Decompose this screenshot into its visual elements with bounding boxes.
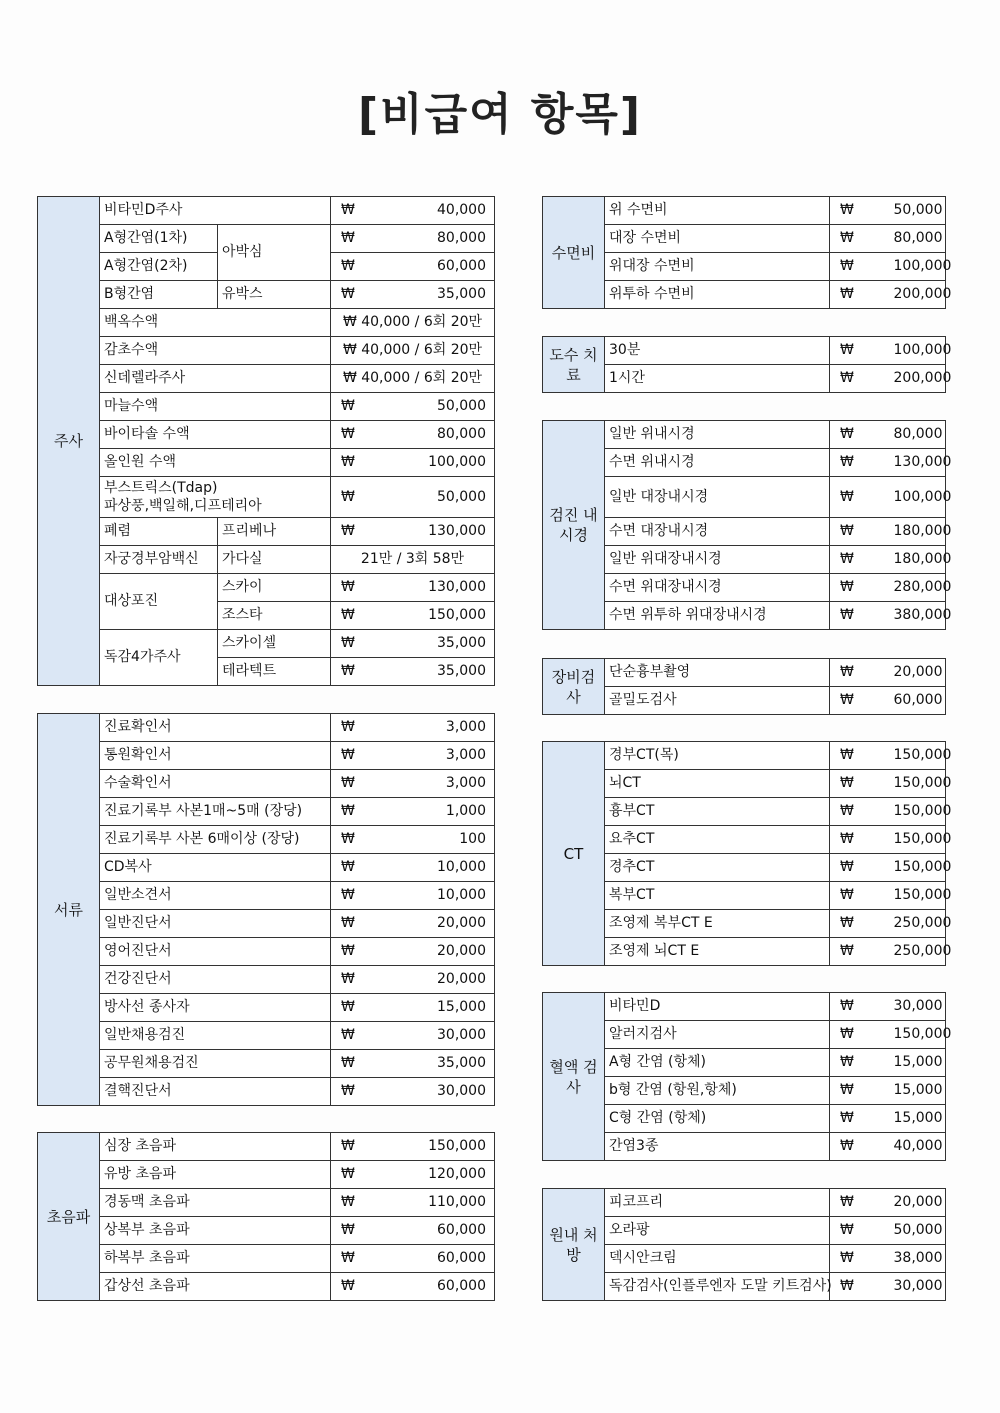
item-label: A형간염(1차) [100,225,218,253]
item-price: 50,000 [890,197,946,225]
item-brand: 스카이셀 [218,630,331,658]
currency-symbol: ₩ [331,742,391,770]
currency-symbol: ₩ [830,477,890,518]
page-title: [비급여 항목] [357,89,643,140]
item-label: 경동맥 초음파 [100,1189,331,1217]
item-label: 유방 초음파 [100,1161,331,1189]
item-price: 100,000 [890,337,946,365]
currency-symbol: ₩ [830,742,890,770]
item-label: 흉부CT [605,798,830,826]
endoscopy-table [542,420,952,630]
item-label-line: 파상풍,백일해,디프테리아 [104,498,262,514]
item-label: 복부CT [605,882,830,910]
currency-symbol: ₩ [331,966,391,994]
item-price: 280,000 [890,574,946,602]
item-price: 80,000 [391,225,495,253]
documents-table [37,713,495,1106]
item-price: 20,000 [391,966,495,994]
category-sedation: 수면비 [543,197,605,309]
item-label: 간염3종 [605,1133,830,1161]
item-label: 위대장 수면비 [605,253,830,281]
currency-symbol: ₩ [830,687,890,715]
item-label: 영어진단서 [100,938,331,966]
currency-symbol: ₩ [830,602,890,630]
item-price: 130,000 [391,574,495,602]
item-label: 독감검사(인플루엔자 도말 키트검사) [605,1273,830,1301]
item-brand: 가다실 [218,546,331,574]
item-label: A형 간염 (항체) [605,1049,830,1077]
currency-symbol: ₩ [830,225,890,253]
currency-symbol: ₩ [830,659,890,687]
item-price: 20,000 [391,910,495,938]
item-label: 조영제 뇌CT E [605,938,830,966]
item-price: 35,000 [391,281,495,309]
item-price: 21만 / 3회 58만 [331,546,495,574]
currency-symbol: ₩ [830,826,890,854]
currency-symbol: ₩ [331,798,391,826]
category-manual-therapy: 도수 치료 [543,337,605,393]
item-price: 100,000 [890,253,946,281]
item-price: 80,000 [890,225,946,253]
item-price: 80,000 [890,421,946,449]
currency-symbol: ₩ [830,449,890,477]
item-price: 150,000 [391,602,495,630]
item-label: 자궁경부암백신 [100,546,218,574]
item-label: 알러지검사 [605,1021,830,1049]
item-label: 경부CT(목) [605,742,830,770]
item-price: 60,000 [391,1273,495,1301]
item-brand: 아박심 [218,225,331,281]
currency-symbol: ₩ [331,826,391,854]
item-label: 뇌CT [605,770,830,798]
currency-symbol: ₩ [331,1273,391,1301]
category-endoscopy: 검진 내시경 [543,421,605,630]
item-price: 30,000 [890,1273,946,1301]
item-price: 200,000 [890,281,946,309]
item-label: 상복부 초음파 [100,1217,331,1245]
currency-symbol: ₩ [331,1022,391,1050]
item-price: 35,000 [391,658,495,686]
currency-symbol: ₩ [830,910,890,938]
item-price: 180,000 [890,546,946,574]
item-label: 심장 초음파 [100,1133,331,1161]
item-brand: 테라텍트 [218,658,331,686]
item-label: B형간염 [100,281,218,309]
item-label: 일반 대장내시경 [605,477,830,518]
category-documents: 서류 [38,714,100,1106]
currency-symbol: ₩ [830,1105,890,1133]
currency-symbol: ₩ [830,337,890,365]
item-label: 하복부 초음파 [100,1245,331,1273]
currency-symbol: ₩ [830,938,890,966]
currency-symbol: ₩ [331,225,391,253]
item-label [100,477,331,518]
item-label-line: 부스트릭스(Tdap) [104,480,218,496]
currency-symbol: ₩ [830,1217,890,1245]
item-brand: 프리베나 [218,518,331,546]
item-label: 진료확인서 [100,714,331,742]
prescription-table [542,1188,946,1301]
item-price: 60,000 [391,253,495,281]
currency-symbol: ₩ [331,421,391,449]
item-label: A형간염(2차) [100,253,218,281]
item-brand: 유박스 [218,281,331,309]
item-price: 120,000 [391,1161,495,1189]
currency-symbol: ₩ [830,1273,890,1301]
item-price: 15,000 [890,1105,946,1133]
item-label: 수면 대장내시경 [605,518,830,546]
item-price: 150,000 [890,742,946,770]
item-price: 3,000 [391,714,495,742]
item-price: ₩ 40,000 / 6회 20만 [331,337,495,365]
item-price: 250,000 [890,910,946,938]
item-price: 60,000 [391,1217,495,1245]
item-label: 결핵진단서 [100,1078,331,1106]
item-price: 100 [391,826,495,854]
item-label: 1시간 [605,365,830,393]
item-price: 60,000 [391,1245,495,1273]
item-price: 15,000 [890,1049,946,1077]
sedation-table [542,196,952,309]
item-price: 150,000 [890,798,946,826]
item-label: 요추CT [605,826,830,854]
item-label: 조영제 복부CT E [605,910,830,938]
currency-symbol: ₩ [830,253,890,281]
currency-symbol: ₩ [830,993,890,1021]
category-ct: CT [543,742,605,966]
currency-symbol: ₩ [331,1078,391,1106]
currency-symbol: ₩ [830,770,890,798]
item-price: 150,000 [391,1133,495,1161]
item-label: 덱시안크림 [605,1245,830,1273]
item-price: 50,000 [391,393,495,421]
item-price: 10,000 [391,882,495,910]
item-label: 일반채용검진 [100,1022,331,1050]
currency-symbol: ₩ [830,281,890,309]
item-label: 수술확인서 [100,770,331,798]
item-label: C형 간염 (항체) [605,1105,830,1133]
item-label: 위투하 수면비 [605,281,830,309]
category-prescription: 원내 처방 [543,1189,605,1301]
item-price: 150,000 [890,882,946,910]
currency-symbol: ₩ [331,882,391,910]
item-label: 경추CT [605,854,830,882]
item-label: 마늘수액 [100,393,331,421]
currency-symbol: ₩ [331,938,391,966]
item-label: 피코프리 [605,1189,830,1217]
item-price: 40,000 [890,1133,946,1161]
currency-symbol: ₩ [830,197,890,225]
item-label: 수면 위내시경 [605,449,830,477]
item-price: 250,000 [890,938,946,966]
item-label: 비타민D [605,993,830,1021]
currency-symbol: ₩ [830,1021,890,1049]
item-label: 건강진단서 [100,966,331,994]
item-label: 단순흉부촬영 [605,659,830,687]
item-price: 60,000 [890,687,946,715]
equipment-table [542,658,946,715]
item-label: 수면 위투하 위대장내시경 [605,602,830,630]
currency-symbol: ₩ [830,1077,890,1105]
item-label: 수면 위대장내시경 [605,574,830,602]
currency-symbol: ₩ [830,798,890,826]
currency-symbol: ₩ [331,854,391,882]
currency-symbol: ₩ [331,574,391,602]
currency-symbol: ₩ [331,1050,391,1078]
currency-symbol: ₩ [830,1133,890,1161]
item-price: ₩ 40,000 / 6회 20만 [331,309,495,337]
item-price: 35,000 [391,1050,495,1078]
currency-symbol: ₩ [331,770,391,798]
item-label: 갑상선 초음파 [100,1273,331,1301]
item-price: 38,000 [890,1245,946,1273]
item-price: 200,000 [890,365,946,393]
item-price: 10,000 [391,854,495,882]
currency-symbol: ₩ [331,1161,391,1189]
item-price: 130,000 [391,518,495,546]
item-price: 50,000 [391,477,495,518]
item-price: 3,000 [391,770,495,798]
item-price: 150,000 [890,1021,946,1049]
item-price: 30,000 [890,993,946,1021]
item-label: 바이타솔 수액 [100,421,331,449]
item-price: 30,000 [391,1022,495,1050]
item-label: 대장 수면비 [605,225,830,253]
item-label: 일반소견서 [100,882,331,910]
item-label: 감초수액 [100,337,331,365]
item-price: 20,000 [391,938,495,966]
currency-symbol: ₩ [331,714,391,742]
currency-symbol: ₩ [331,1189,391,1217]
ct-table [542,741,952,966]
item-price: 100,000 [391,449,495,477]
item-label: 신데렐라주사 [100,365,331,393]
currency-symbol: ₩ [830,1189,890,1217]
item-price: 150,000 [890,770,946,798]
item-price: 380,000 [890,602,946,630]
item-label: 진료기록부 사본1매~5매 (장당) [100,798,331,826]
category-blood: 혈액 검사 [543,993,605,1161]
item-price: 30,000 [391,1078,495,1106]
currency-symbol: ₩ [331,1217,391,1245]
item-price: 3,000 [391,742,495,770]
currency-symbol: ₩ [331,253,391,281]
item-label: 일반 위내시경 [605,421,830,449]
item-price: 50,000 [890,1217,946,1245]
currency-symbol: ₩ [331,449,391,477]
item-label: 진료기록부 사본 6매이상 (장당) [100,826,331,854]
currency-symbol: ₩ [830,546,890,574]
item-price: 130,000 [890,449,946,477]
item-label: 폐렴 [100,518,218,546]
currency-symbol: ₩ [331,602,391,630]
item-brand: 조스타 [218,602,331,630]
item-price: ₩ 40,000 / 6회 20만 [331,365,495,393]
currency-symbol: ₩ [830,574,890,602]
item-price: 15,000 [391,994,495,1022]
injection-table [37,196,495,686]
item-label: 통원확인서 [100,742,331,770]
item-price: 100,000 [890,477,946,518]
item-price: 35,000 [391,630,495,658]
item-label: 일반진단서 [100,910,331,938]
currency-symbol: ₩ [830,1049,890,1077]
item-label: 대상포진 [100,574,218,630]
category-equipment: 장비검사 [543,659,605,715]
item-price: 20,000 [890,659,946,687]
item-price: 1,000 [391,798,495,826]
item-price: 15,000 [890,1077,946,1105]
currency-symbol: ₩ [830,518,890,546]
currency-symbol: ₩ [830,421,890,449]
category-ultrasound: 초음파 [38,1133,100,1301]
currency-symbol: ₩ [331,994,391,1022]
currency-symbol: ₩ [830,854,890,882]
item-label: 골밀도검사 [605,687,830,715]
currency-symbol: ₩ [331,910,391,938]
currency-symbol: ₩ [331,393,391,421]
item-price: 150,000 [890,854,946,882]
currency-symbol: ₩ [331,197,391,225]
currency-symbol: ₩ [331,630,391,658]
item-price: 180,000 [890,518,946,546]
item-label: 오라팡 [605,1217,830,1245]
item-label: 일반 위대장내시경 [605,546,830,574]
item-label: CD복사 [100,854,331,882]
ultrasound-table [37,1132,495,1301]
item-label: 독감4가주사 [100,630,218,686]
item-label: b형 간염 (항원,항체) [605,1077,830,1105]
category-injection: 주사 [38,197,100,686]
item-price: 150,000 [890,826,946,854]
currency-symbol: ₩ [331,281,391,309]
currency-symbol: ₩ [331,658,391,686]
item-label: 올인원 수액 [100,449,331,477]
currency-symbol: ₩ [331,518,391,546]
item-label: 방사선 종사자 [100,994,331,1022]
currency-symbol: ₩ [331,477,391,518]
item-label: 30분 [605,337,830,365]
item-brand: 스카이 [218,574,331,602]
item-price: 80,000 [391,421,495,449]
currency-symbol: ₩ [331,1245,391,1273]
item-price: 110,000 [391,1189,495,1217]
currency-symbol: ₩ [830,365,890,393]
item-price: 20,000 [890,1189,946,1217]
item-label: 비타민D주사 [100,197,331,225]
currency-symbol: ₩ [331,1133,391,1161]
item-label: 백옥수액 [100,309,331,337]
currency-symbol: ₩ [830,882,890,910]
currency-symbol: ₩ [830,1245,890,1273]
manual-therapy-table [542,336,952,393]
item-price: 40,000 [391,197,495,225]
item-label: 공무원채용검진 [100,1050,331,1078]
blood-test-table [542,992,952,1161]
item-label: 위 수면비 [605,197,830,225]
